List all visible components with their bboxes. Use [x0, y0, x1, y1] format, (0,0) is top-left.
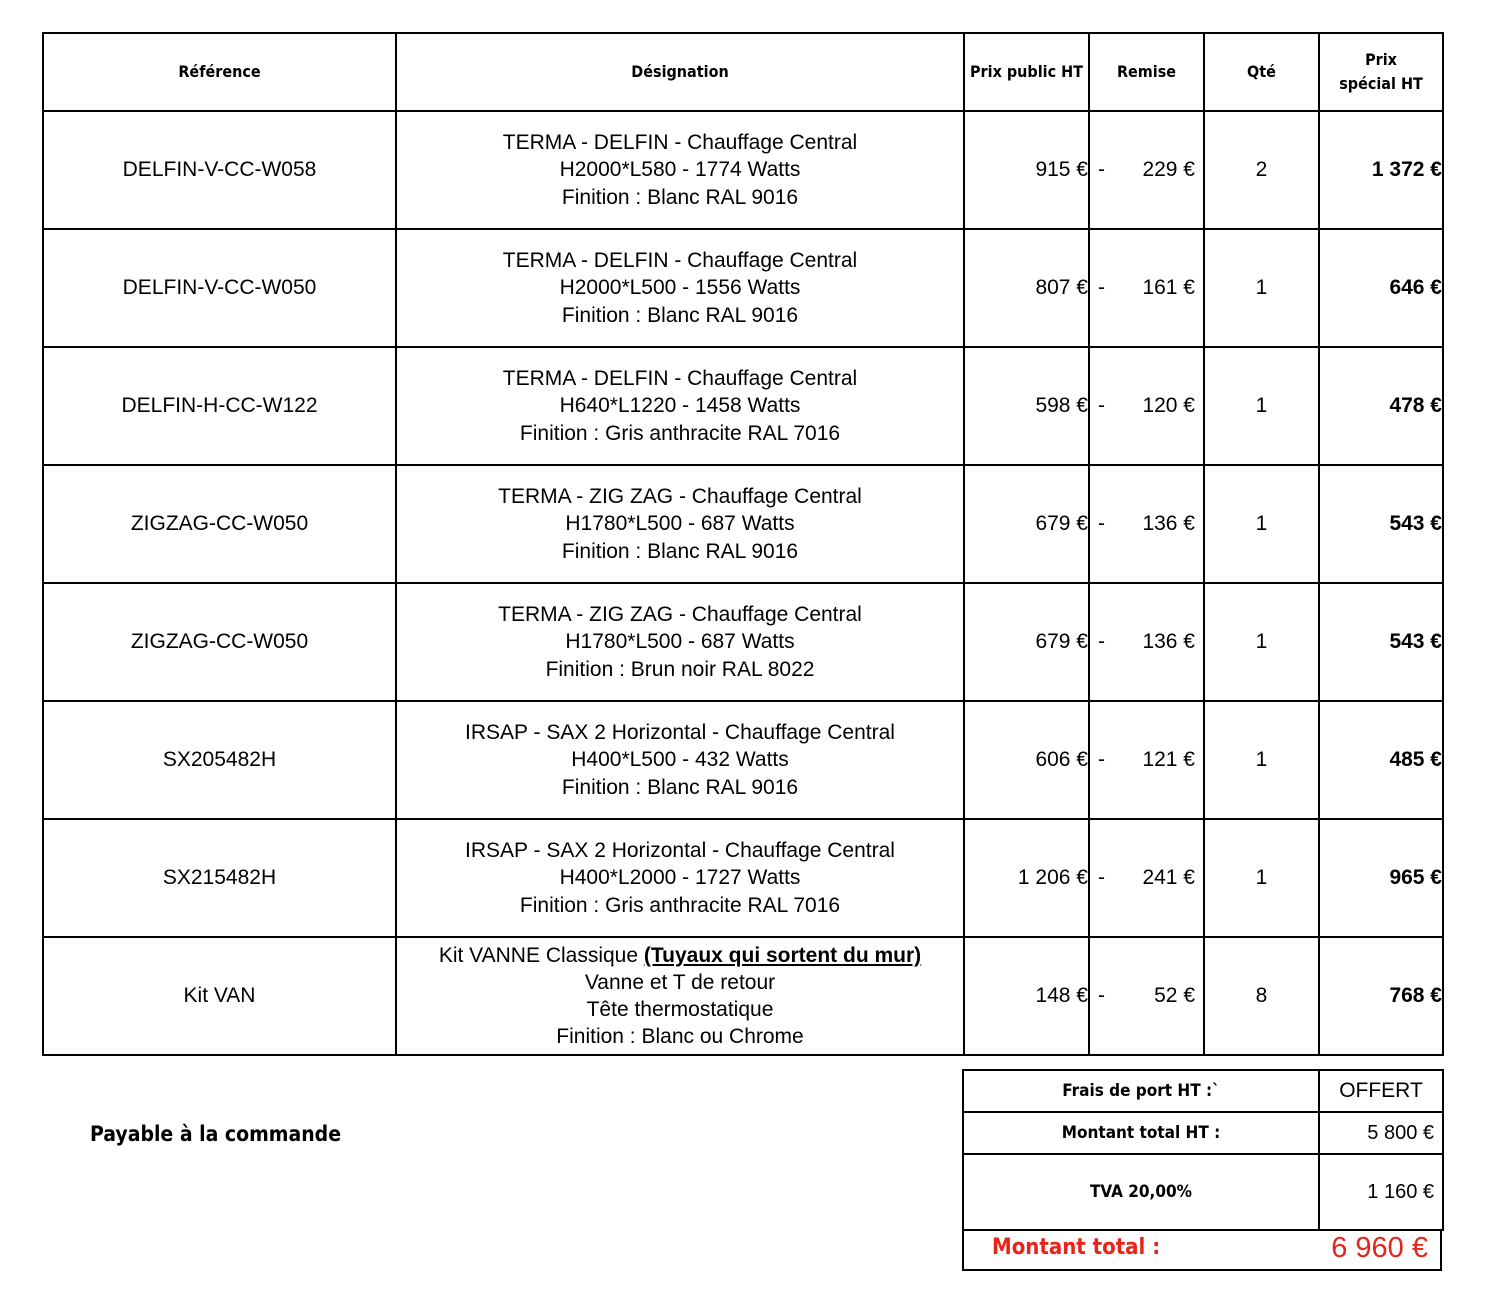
- designation-line: H640*L1220 - 1458 Watts: [559, 394, 801, 418]
- designation-line: TERMA - DELFIN - Chauffage Central: [502, 366, 858, 390]
- cell-qte: 1: [1204, 347, 1319, 465]
- designation-line: IRSAP - SAX 2 Horizontal - Chauffage Central: [465, 720, 895, 744]
- designation-line: Finition : Blanc RAL 9016: [561, 539, 799, 563]
- cell-remise: [1089, 347, 1204, 465]
- header-prix-public: Prix public HT: [964, 33, 1089, 111]
- designation-line: IRSAP - SAX 2 Horizontal - Chauffage Central: [465, 838, 895, 862]
- cell-reference: Kit VAN: [43, 937, 396, 1055]
- summary-block: [962, 1069, 1442, 1231]
- payment-terms: Payable à la commande: [90, 1122, 342, 1146]
- cell-designation: [396, 465, 964, 583]
- remise-value: 229 €: [1142, 158, 1195, 181]
- designation-line: Finition : Blanc RAL 9016: [561, 775, 799, 799]
- remise-dash: -: [1098, 394, 1105, 417]
- header-remise: Remise: [1089, 33, 1204, 111]
- cell-reference: DELFIN-V-CC-W058: [43, 111, 396, 229]
- remise-dash: -: [1098, 158, 1105, 181]
- cell-reference: DELFIN-V-CC-W050: [43, 229, 396, 347]
- frais-label: Frais de port HT :`: [963, 1070, 1319, 1112]
- designation-line: [397, 942, 963, 969]
- designation-line: TERMA - DELFIN - Chauffage Central: [502, 130, 858, 154]
- cell-prix-special: 478 €: [1319, 347, 1443, 465]
- cell-prix-public: 598 €: [964, 347, 1089, 465]
- header-reference: Référence: [43, 33, 396, 111]
- cell-qte: 1: [1204, 583, 1319, 701]
- cell-prix-special: 543 €: [1319, 583, 1443, 701]
- cell-qte: 8: [1204, 937, 1319, 1055]
- cell-prix-public: 606 €: [964, 701, 1089, 819]
- cell-designation: [396, 347, 964, 465]
- cell-designation: [396, 937, 964, 1055]
- table-row: [43, 347, 1443, 465]
- cell-qte: 1: [1204, 701, 1319, 819]
- header-designation: Désignation: [396, 33, 964, 111]
- cell-prix-special: 543 €: [1319, 465, 1443, 583]
- designation-line: TERMA - DELFIN - Chauffage Central: [502, 248, 858, 272]
- cell-remise: [1089, 583, 1204, 701]
- designation-line: Finition : Gris anthracite RAL 7016: [519, 421, 841, 445]
- cell-qte: 1: [1204, 819, 1319, 937]
- summary-row-montant-ht: [963, 1112, 1443, 1154]
- designation-line: Finition : Brun noir RAL 8022: [545, 657, 815, 681]
- remise-value: 121 €: [1142, 748, 1195, 771]
- cell-reference: SX205482H: [43, 701, 396, 819]
- designation-line: H2000*L580 - 1774 Watts: [559, 158, 801, 182]
- cell-prix-public: 807 €: [964, 229, 1089, 347]
- designation-line: H1780*L500 - 687 Watts: [565, 512, 795, 536]
- designation-line: TERMA - ZIG ZAG - Chauffage Central: [498, 602, 862, 626]
- cell-prix-special: 768 €: [1319, 937, 1443, 1055]
- quote-table: [42, 32, 1444, 1056]
- montant-ht-label: Montant total HT :: [963, 1112, 1319, 1154]
- table-row: [43, 583, 1443, 701]
- remise-dash: -: [1098, 866, 1105, 889]
- designation-line: Finition : Blanc RAL 9016: [561, 303, 799, 327]
- cell-reference: SX215482H: [43, 819, 396, 937]
- frais-value: OFFERT: [1319, 1070, 1443, 1112]
- table-row: [43, 937, 1443, 1055]
- cell-remise: [1089, 937, 1204, 1055]
- cell-designation: [396, 583, 964, 701]
- table-row: [43, 819, 1443, 937]
- designation-emphasis: (Tuyaux qui sortent du mur): [643, 944, 922, 967]
- table-row: [43, 465, 1443, 583]
- cell-remise: [1089, 819, 1204, 937]
- grand-total-value: 6 960 €: [1331, 1232, 1428, 1264]
- designation-line: Finition : Blanc RAL 9016: [561, 185, 799, 209]
- cell-remise: [1089, 111, 1204, 229]
- designation-line: H1780*L500 - 687 Watts: [565, 630, 795, 654]
- cell-remise: [1089, 701, 1204, 819]
- designation-line: H400*L2000 - 1727 Watts: [559, 866, 801, 890]
- cell-remise: [1089, 465, 1204, 583]
- header-prix-special-label: Prix spécial HT: [1339, 50, 1423, 93]
- cell-prix-public: 679 €: [964, 583, 1089, 701]
- table-row: [43, 111, 1443, 229]
- remise-dash: -: [1098, 984, 1105, 1007]
- cell-prix-special: 646 €: [1319, 229, 1443, 347]
- remise-value: 241 €: [1142, 866, 1195, 889]
- designation-line: H400*L500 - 432 Watts: [571, 748, 789, 772]
- cell-prix-special: 485 €: [1319, 701, 1443, 819]
- designation-line: Vanne et T de retour: [584, 971, 776, 994]
- summary-row-tva: [963, 1154, 1443, 1230]
- remise-value: 136 €: [1142, 512, 1195, 535]
- cell-prix-public: 679 €: [964, 465, 1089, 583]
- remise-dash: -: [1098, 512, 1105, 535]
- grand-total-label: Montant total :: [992, 1235, 1161, 1260]
- summary-table: [962, 1069, 1444, 1231]
- designation-line: TERMA - ZIG ZAG - Chauffage Central: [498, 484, 862, 508]
- cell-reference: DELFIN-H-CC-W122: [43, 347, 396, 465]
- cell-qte: 1: [1204, 465, 1319, 583]
- tva-value: 1 160 €: [1319, 1154, 1443, 1230]
- cell-reference: ZIGZAG-CC-W050: [43, 583, 396, 701]
- cell-prix-public: 1 206 €: [964, 819, 1089, 937]
- summary-row-frais: [963, 1070, 1443, 1112]
- designation-line: H2000*L500 - 1556 Watts: [559, 276, 801, 300]
- montant-ht-value: 5 800 €: [1319, 1112, 1443, 1154]
- table-header-row: [43, 33, 1443, 111]
- cell-designation: [396, 819, 964, 937]
- header-prix-special: [1319, 33, 1443, 111]
- remise-dash: -: [1098, 276, 1105, 299]
- designation-line: Tête thermostatique: [586, 998, 774, 1021]
- grand-total-row: [962, 1229, 1442, 1271]
- remise-dash: -: [1098, 630, 1105, 653]
- table-row: [43, 229, 1443, 347]
- header-qte: Qté: [1204, 33, 1319, 111]
- designation-text: Kit VANNE Classique: [438, 944, 639, 967]
- designation-line: Finition : Blanc ou Chrome: [556, 1025, 804, 1048]
- cell-designation: [396, 111, 964, 229]
- remise-value: 120 €: [1142, 394, 1195, 417]
- cell-qte: 2: [1204, 111, 1319, 229]
- cell-designation: [396, 229, 964, 347]
- remise-dash: -: [1098, 748, 1105, 771]
- quote-table-frame: [42, 32, 1444, 1056]
- cell-designation: [396, 701, 964, 819]
- cell-prix-special: 1 372 €: [1319, 111, 1443, 229]
- remise-value: 161 €: [1142, 276, 1195, 299]
- cell-prix-public: 915 €: [964, 111, 1089, 229]
- cell-prix-special: 965 €: [1319, 819, 1443, 937]
- remise-value: 52 €: [1154, 984, 1195, 1007]
- cell-prix-public: 148 €: [964, 937, 1089, 1055]
- tva-label: TVA 20,00%: [963, 1154, 1319, 1230]
- table-row: [43, 701, 1443, 819]
- remise-value: 136 €: [1142, 630, 1195, 653]
- designation-line: Finition : Gris anthracite RAL 7016: [519, 893, 841, 917]
- cell-remise: [1089, 229, 1204, 347]
- cell-reference: ZIGZAG-CC-W050: [43, 465, 396, 583]
- cell-qte: 1: [1204, 229, 1319, 347]
